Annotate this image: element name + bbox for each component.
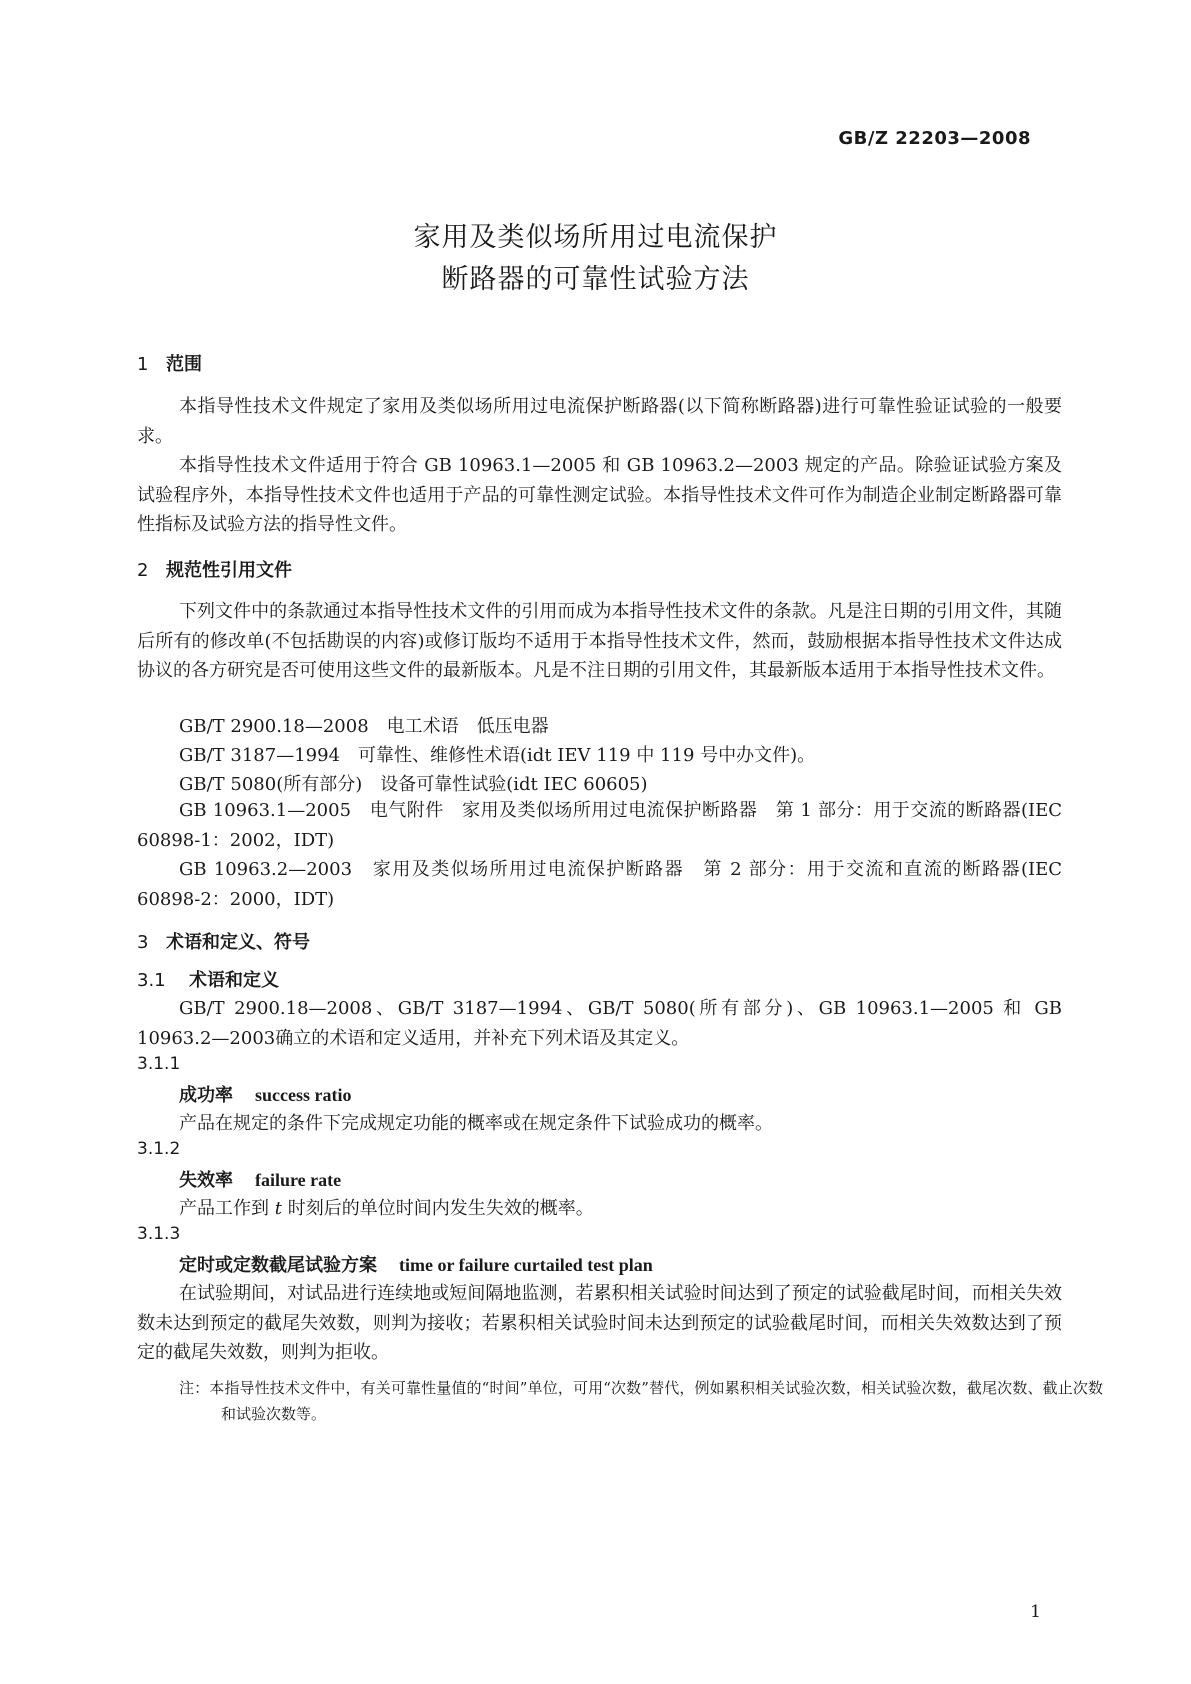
term-entry: [179, 1251, 653, 1277]
standard-code: GB/Z 22203—2008: [838, 128, 1031, 149]
scope-paragraph-2: 本指导性技术文件适用于符合 GB 10963.1—2005 和 GB 10963.2—2003 规定的产品。除验证试验方案及试验程序外，本指导性技术文件也适用于产品的可靠性测定试验。本指导性技术文件可作为制造企业制定断路器可靠性指标及试验方法的指导性文件。: [137, 455, 1062, 535]
section-1-heading: [137, 350, 202, 376]
term-entry: [179, 1081, 351, 1107]
section-title: 范围: [166, 354, 202, 375]
subsection-title: 术语和定义: [189, 970, 279, 991]
section-number: 3: [137, 932, 149, 953]
term-definition: [179, 1194, 594, 1220]
term-definition: 产品在规定的条件下完成规定功能的概率或在规定条件下试验成功的概率。: [179, 1113, 773, 1134]
section-3-heading: [137, 928, 310, 954]
section-number: 2: [137, 560, 149, 581]
term-english: success ratio: [255, 1085, 352, 1105]
definition-text: 时刻后的单位时间内发生失效的概率。: [281, 1198, 594, 1219]
term-english: failure rate: [255, 1170, 342, 1190]
subsection-3-1-heading: [137, 966, 279, 992]
note: 注：本指导性技术文件中，有关可靠性量值的“时间”单位，可用“次数”替代，例如累积相关试验次数，相关试验次数，截尾次数、截止次数和试验次数等。: [179, 1379, 1103, 1423]
terms-intro-paragraph: GB/T 2900.18—2008、GB/T 3187—1994、GB/T 5080(所有部分)、GB 10963.1—2005 和 GB 10963.2—2003确立的术语和定义适用，并补充下列术语及其定义。: [137, 998, 1062, 1049]
document-title-line2: 断路器的可靠性试验方法: [441, 264, 750, 295]
term-definition: 在试验期间，对试品进行连续地或短间隔地监测，若累积相关试验时间达到了预定的试验截尾时间，而相关失效数未达到预定的截尾失效数，则判为接收；若累积相关试验时间未达到预定的试验截尾时间，而相关失效数达到了预定的截尾失效数，则判为拒收。: [137, 1283, 1062, 1363]
reference-item: GB 10963.2—2003 家用及类似场所用过电流保护断路器 第 2 部分：用于交流和直流的断路器(IEC 60898-2：2000，IDT): [137, 859, 1062, 910]
page-number: 1: [1030, 1602, 1041, 1622]
normative-intro-paragraph: 下列文件中的条款通过本指导性技术文件的引用而成为本指导性技术文件的条款。凡是注日期的引用文件，其随后所有的修改单(不包括勘误的内容)或修订版均不适用于本指导性技术文件，然而，鼓励根据本指导性技术文件达成协议的各方研究是否可使用这些文件的最新版本。凡是不注日期的引用文件，其最新版本适用于本指导性技术文件。: [137, 601, 1062, 681]
subsection-number: 3.1: [137, 970, 166, 991]
scope-paragraph-1: 本指导性技术文件规定了家用及类似场所用过电流保护断路器(以下简称断路器)进行可靠性验证试验的一般要求。: [137, 396, 1062, 447]
term-entry: [179, 1166, 341, 1192]
definition-text: 产品工作到: [179, 1198, 275, 1219]
section-number: 1: [137, 354, 149, 375]
section-2-heading: [137, 556, 292, 582]
term-chinese: 成功率: [179, 1085, 233, 1106]
reference-item: GB/T 3187—1994 可靠性、维修性术语(idt IEV 119 中 119 号中办文件)。: [179, 745, 816, 766]
time-variable: t: [274, 1198, 282, 1219]
section-title: 术语和定义、符号: [166, 932, 310, 953]
clause-number: 3.1.1: [137, 1054, 181, 1074]
reference-item: GB/T 2900.18—2008 电工术语 低压电器: [179, 716, 549, 737]
term-chinese: 定时或定数截尾试验方案: [179, 1255, 377, 1276]
term-chinese: 失效率: [179, 1170, 233, 1191]
document-title-line1: 家用及类似场所用过电流保护: [413, 222, 778, 253]
clause-number: 3.1.3: [137, 1224, 181, 1244]
reference-item: GB 10963.1—2005 电气附件 家用及类似场所用过电流保护断路器 第 1 部分：用于交流的断路器(IEC 60898-1：2002，IDT): [137, 800, 1062, 851]
term-english: time or failure curtailed test plan: [399, 1255, 653, 1275]
clause-number: 3.1.2: [137, 1139, 181, 1159]
section-title: 规范性引用文件: [166, 560, 292, 581]
reference-item: GB/T 5080(所有部分) 设备可靠性试验(idt IEC 60605): [179, 774, 648, 795]
